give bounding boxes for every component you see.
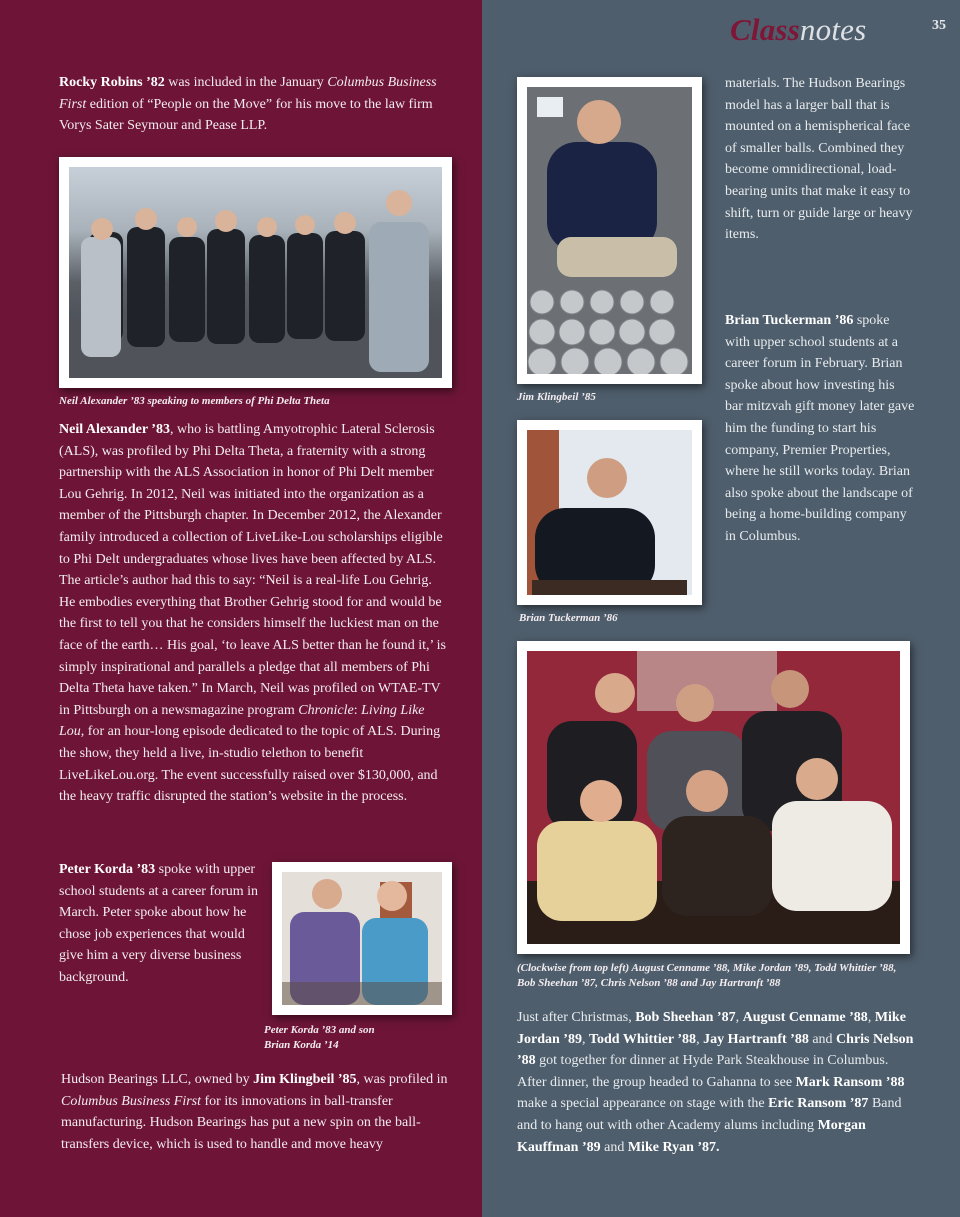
rocky-name: Rocky Robins ’82 <box>59 75 165 90</box>
page-number: 35 <box>932 18 946 33</box>
dinner-n3: Mike Jordan ’89 <box>517 1010 906 1047</box>
jim-klingbeil-photo <box>517 77 702 384</box>
dinner-t1: Just after Christmas, <box>517 1010 636 1025</box>
dinner-t8: make a special appearance on stage with the <box>517 1096 769 1112</box>
dinner-t5: , <box>696 1031 704 1047</box>
dinner-photo-caption: (Clockwise from top left) August Cenname ’88, Mike Jordan ’89, Todd Whittier ’88, Bob Sheehan ’87, Chris Nelson ’88 and Jay Hartranft ’88 <box>517 962 897 989</box>
brian-figure-illustration <box>527 430 692 595</box>
hudson-text2: , was profiled in <box>356 1072 448 1087</box>
neil-program: Chronicle <box>298 702 354 718</box>
masthead <box>730 12 866 48</box>
dinner-t10: and <box>600 1139 628 1155</box>
neil-program-sep: : <box>353 702 362 718</box>
dinner-t4: , <box>581 1031 589 1047</box>
neil-text2: , for an hour-long episode dedicated to the topic of ALS. During the show, they held a live, in-studio telethon to benefit LiveLikeLou.org. The event successfully raised over $130,000, and the heavy traffic disrupted the station’s website in the process. <box>59 724 441 805</box>
brian-tuckerman-note <box>725 310 915 548</box>
dinner-group-photo <box>517 641 910 954</box>
jim-photo-caption: Jim Klingbeil ’85 <box>517 391 596 403</box>
dinner-t7: got together for dinner at Hyde Park Steakhouse in Columbus. After dinner, the group headed to Gahanna to see <box>517 1053 889 1090</box>
dinner-note <box>517 1007 917 1158</box>
neil-group-image <box>69 167 442 378</box>
dinner-n1: Bob Sheehan ’87 <box>635 1010 736 1025</box>
dinner-t2: , <box>735 1010 743 1025</box>
dinner-t3: , <box>867 1010 875 1025</box>
brian-tuckerman-image <box>527 430 692 595</box>
group-figures-illustration <box>69 167 442 378</box>
neil-photo-caption: Neil Alexander ’83 speaking to members of Phi Delta Theta <box>59 395 330 407</box>
brian-name: Brian Tuckerman ’86 <box>725 313 854 328</box>
peter-caption-line1: Peter Korda ’83 and son <box>264 1024 375 1036</box>
peter-name: Peter Korda ’83 <box>59 862 156 877</box>
hudson-pub: Columbus Business First <box>61 1093 202 1109</box>
masthead-class: Class <box>730 12 800 47</box>
hudson-continued-note: materials. The Hudson Bearings model has a larger ball that is mounted on a hemispherical face of smaller balls. Combined they become omnidirectional, load-bearing units that make it easy to shift, turn or guide large or heavy items. <box>725 76 913 243</box>
dinner-t6: and <box>808 1031 837 1047</box>
brian-tuckerman-photo <box>517 420 702 605</box>
dinner-n2: August Cenname ’88 <box>742 1010 868 1025</box>
dinner-n7: Mark Ransom ’88 <box>795 1074 905 1090</box>
dinner-n6: Chris Nelson ’88 <box>517 1031 914 1069</box>
dinner-group-image <box>527 651 900 944</box>
jim-figure-illustration <box>527 87 692 374</box>
neil-program2: Living Like Lou <box>59 702 425 740</box>
neil-name: Neil Alexander ’83 <box>59 422 170 437</box>
rocky-pub: Columbus Business First <box>59 75 437 112</box>
hudson-text1: Hudson Bearings LLC, owned by <box>61 1072 254 1087</box>
brian-text: spoke with upper school students at a career forum in February. Brian spoke about how investing his bar mitzvah gift money later gave him the funding to start his company, Premier Properties, where he still works today. Brian also spoke about the landscape of being a home-building company in Columbus. <box>725 313 915 544</box>
neil-text1: , who is battling Amyotrophic Lateral Sclerosis (ALS), was profiled by Phi Delta Theta, a fraternity with a strong partnership with the ALS Association in honor of Phi Delt member Lou Gehrig. In 2012, Neil was initiated into the organization as a member of the Pittsburgh chapter. In December 2012, the Alexander family introduced a collection of LiveLike-Lou scholarships eligible to Phi Delt undergraduates whose lives have been affected by ALS. The article’s author had this to say: “Neil is a real-life Lou Gehrig. He embodies everything that Brother Gehrig stood for and would be the first to tell you that he considers himself the luckiest man on the face of the earth… His goal, ‘to leave ALS better than he found it,’ is simply inspirational and parallels a pledge that all members of Phi Delta Theta have taken.” In March, Neil was profiled on WTAE-TV in Pittsburgh on a newsmagazine program <box>59 422 446 718</box>
peter-text: spoke with upper school students at a career forum in March. Peter spoke about how he chose job experiences that would give him a very diverse business background. <box>59 862 259 985</box>
dinner-figures-illustration <box>527 651 900 944</box>
dinner-t9: Band and to hang out with other Academy alums including <box>517 1096 902 1133</box>
peter-korda-note <box>59 859 261 989</box>
peter-photo-caption <box>264 1023 444 1053</box>
hudson-text3: for its innovations in ball-transfer manufacturing. Hudson Bearings has put a new spin on the ball-transfers device, which is used to handle and move heavy <box>61 1093 421 1152</box>
hudson-bearings-note <box>61 1069 453 1155</box>
rocky-text1: was included in the January <box>164 75 328 90</box>
jim-klingbeil-image <box>527 87 692 374</box>
jim-name: Jim Klingbeil ’85 <box>253 1072 357 1087</box>
korda-figures-illustration <box>282 872 442 1005</box>
brian-photo-caption: Brian Tuckerman ’86 <box>519 612 618 624</box>
neil-alexander-note <box>59 419 451 808</box>
dinner-n4: Todd Whittier ’88 <box>588 1031 697 1047</box>
neil-group-photo <box>59 157 452 388</box>
peter-caption-line2: Brian Korda ’14 <box>264 1039 339 1051</box>
rocky-text2: edition of “People on the Move” for his move to the law firm Vorys Sater Seymour and Pease LLP. <box>59 96 433 134</box>
dinner-n9: Morgan Kauffman ’89 <box>517 1117 866 1155</box>
rocky-robins-note <box>59 72 459 137</box>
dinner-n8: Eric Ransom ’87 <box>768 1096 869 1112</box>
dinner-n5: Jay Hartranft ’88 <box>703 1031 809 1047</box>
dinner-n10: Mike Ryan ’87. <box>627 1139 720 1155</box>
masthead-notes: notes <box>799 12 867 47</box>
peter-korda-image <box>282 872 442 1005</box>
peter-korda-photo <box>272 862 452 1015</box>
